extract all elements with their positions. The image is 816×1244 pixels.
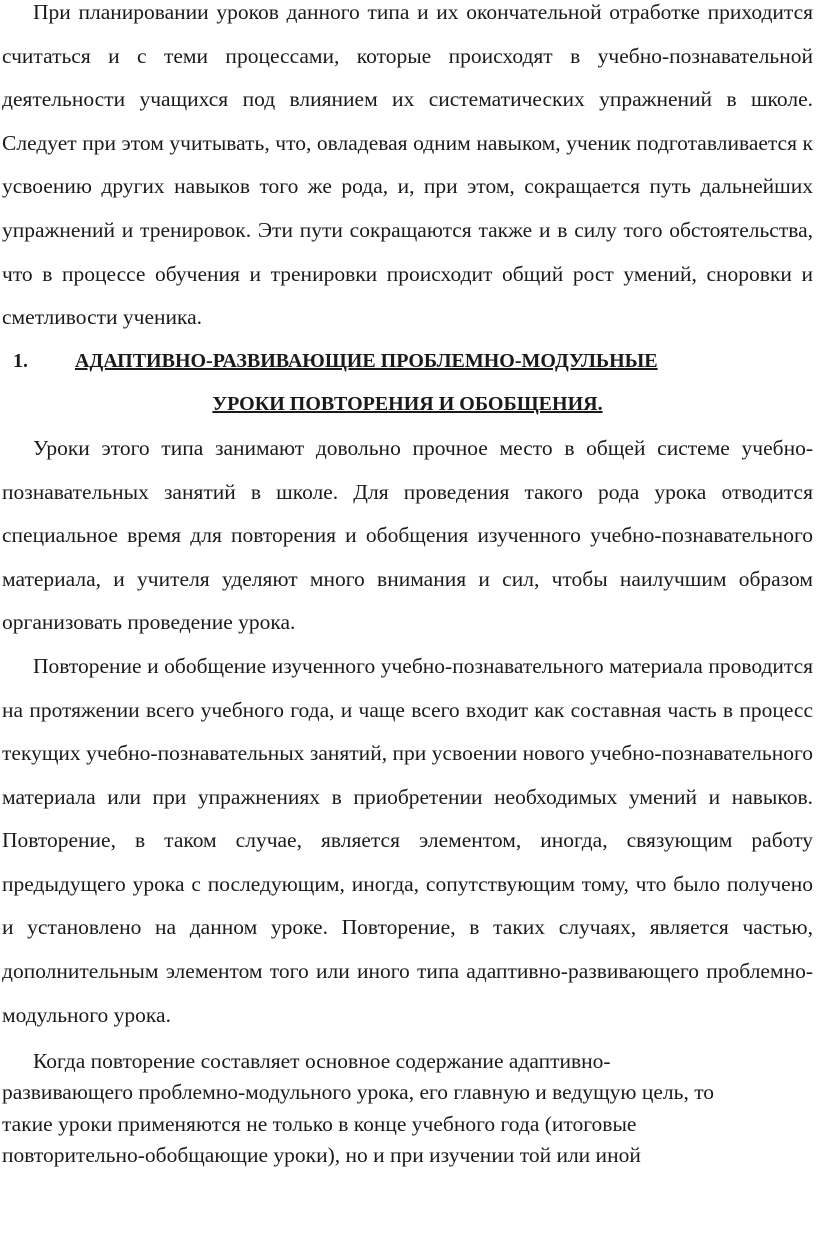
paragraph-repetition: Повторение и обобщение изученного учебно-познавательного материала проводится на протяжении всего учебного года, и чаще всего входит как составная часть в процесс текущих учебно-познавательных занятий, при усвоении нового учебно-познавательного материала или при упражнениях в приобретении необходимых умений и навыков. Повторение, в таком случае, является элементом, иногда, связующим работу предыдущего урока с последующим, иногда, сопутствующим тому, что было получено и установлено на данном уроке. Повторение, в таких случаях, является частью, дополнительным элементом того или иного типа адаптивно-развивающего проблемно-модульного урока. [2,653,813,1027]
section-heading [2,340,813,427]
paragraph-main-content [2,1046,813,1171]
paragraph-line: такие уроки применяются не только в конце учебного года (итоговые [2,1111,637,1136]
paragraph-line: развивающего проблемно-модульного урока, его главную и ведущую цель, то [2,1080,715,1105]
section-title-line-1: АДАПТИВНО-РАЗВИВАЮЩИЕ ПРОБЛЕМНО-МОДУЛЬНЫЕ [75,349,658,372]
paragraph-lesson-type: Уроки этого типа занимают довольно прочное место в общей системе учебно-познавательных занятий в школе. Для проведения такого рода урока отводится специальное время для повторения и обобщения изученного учебно-познавательного материала, и учителя уделяют много внимания и сил, чтобы наилучшим образом организовать проведение урока. [2,435,813,635]
section-number: 1. [13,349,28,372]
section-title-line-2: УРОКИ ПОВТОРЕНИЯ И ОБОБЩЕНИЯ. [212,393,603,416]
paragraph-line: Когда повторение составляет основное содержание адаптивно- [33,1049,611,1074]
paragraph-line: повторительно-обобщающие уроки), но и при изучении той или иной [2,1142,641,1167]
document-page [2,0,813,1171]
paragraph-planning: При планировании уроков данного типа и их окончательной отработке приходится считаться и с теми процессами, которые происходят в учебно-познавательной деятельности учащихся под влиянием их систематических упражнений в школе. Следует при этом учитывать, что, овладевая одним навыком, ученик подготавливается к усвоению других навыков того же рода, и, при этом, сокращается путь дальнейших упражнений и тренировок. Эти пути сокращаются также и в силу того обстоятельства, что в процессе обучения и тренировки происходит общий рост умений, сноровки и сметливости ученика. [2,0,813,330]
